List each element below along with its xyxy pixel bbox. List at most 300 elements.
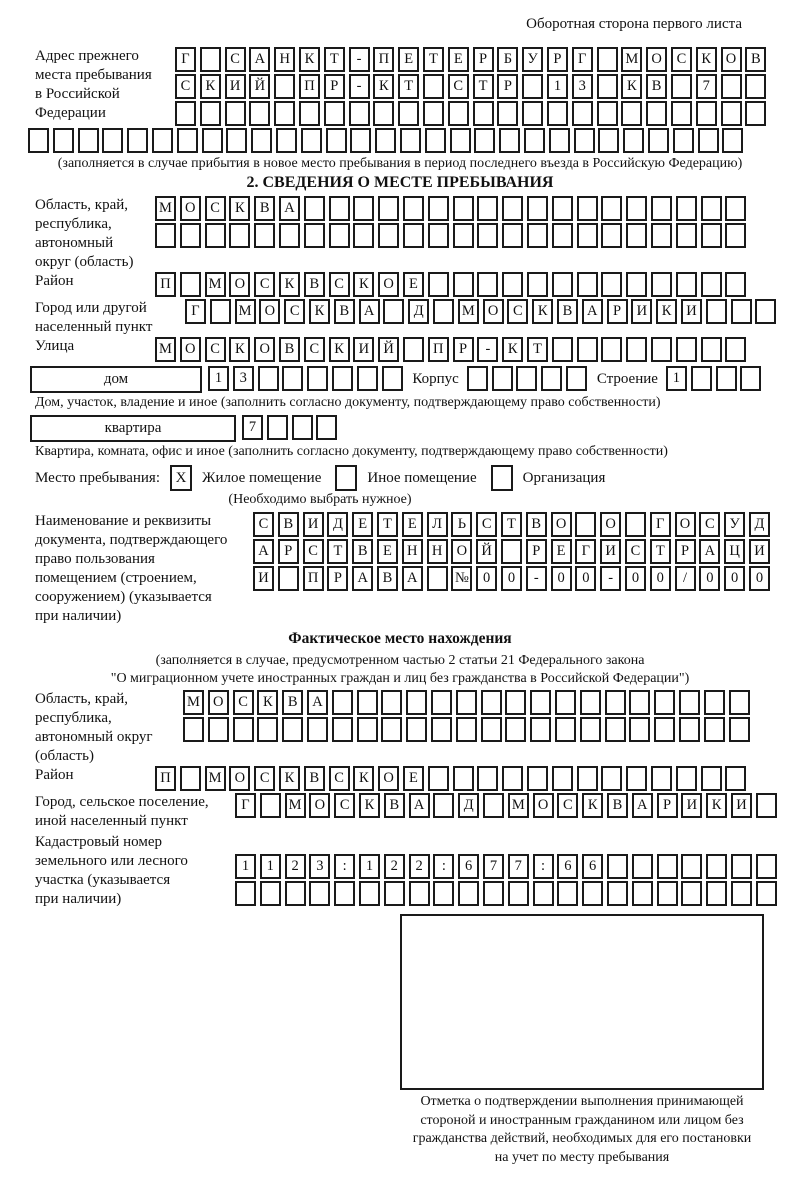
char-cell[interactable]: [481, 690, 502, 715]
char-cell[interactable]: -: [349, 74, 370, 99]
char-cell[interactable]: В: [254, 196, 275, 221]
char-cell[interactable]: Р: [675, 539, 696, 564]
char-cell[interactable]: Г: [572, 47, 593, 72]
char-cell[interactable]: В: [304, 766, 325, 791]
char-cell[interactable]: [566, 366, 587, 391]
char-cell[interactable]: 3: [233, 366, 254, 391]
char-cell[interactable]: О: [533, 793, 554, 818]
char-cell[interactable]: [453, 272, 474, 297]
char-cell[interactable]: В: [607, 793, 628, 818]
char-cell[interactable]: [725, 196, 746, 221]
char-cell[interactable]: У: [522, 47, 543, 72]
char-cell[interactable]: [127, 128, 148, 153]
char-cell[interactable]: К: [532, 299, 553, 324]
char-cell[interactable]: [423, 74, 444, 99]
char-cell[interactable]: [381, 717, 402, 742]
char-cell[interactable]: 1: [208, 366, 229, 391]
char-cell[interactable]: [433, 793, 454, 818]
char-cell[interactable]: [254, 223, 275, 248]
char-cell[interactable]: [626, 196, 647, 221]
char-cell[interactable]: У: [724, 512, 745, 537]
char-cell[interactable]: [577, 272, 598, 297]
char-cell[interactable]: [276, 128, 297, 153]
char-cell[interactable]: Р: [278, 539, 299, 564]
char-cell[interactable]: [725, 337, 746, 362]
char-cell[interactable]: [53, 128, 74, 153]
char-cell[interactable]: [574, 128, 595, 153]
char-cell[interactable]: [502, 196, 523, 221]
char-cell[interactable]: [233, 717, 254, 742]
char-cell[interactable]: [549, 128, 570, 153]
char-cell[interactable]: [679, 717, 700, 742]
char-cell[interactable]: [249, 101, 270, 126]
char-cell[interactable]: [648, 128, 669, 153]
char-cell[interactable]: [577, 223, 598, 248]
char-cell[interactable]: Т: [473, 74, 494, 99]
char-cell[interactable]: С: [476, 512, 497, 537]
char-cell[interactable]: 3: [309, 854, 330, 879]
char-cell[interactable]: [552, 337, 573, 362]
char-cell[interactable]: [483, 881, 504, 906]
char-cell[interactable]: [78, 128, 99, 153]
char-cell[interactable]: [524, 128, 545, 153]
char-cell[interactable]: Е: [402, 512, 423, 537]
char-cell[interactable]: М: [458, 299, 479, 324]
char-cell[interactable]: [745, 101, 766, 126]
char-cell[interactable]: [433, 299, 454, 324]
char-cell[interactable]: Е: [551, 539, 572, 564]
char-cell[interactable]: [448, 101, 469, 126]
char-cell[interactable]: [601, 272, 622, 297]
char-cell[interactable]: П: [155, 272, 176, 297]
char-cell[interactable]: [251, 128, 272, 153]
char-cell[interactable]: [607, 881, 628, 906]
char-cell[interactable]: Д: [327, 512, 348, 537]
char-cell[interactable]: [547, 101, 568, 126]
char-cell[interactable]: О: [309, 793, 330, 818]
char-cell[interactable]: С: [699, 512, 720, 537]
char-cell[interactable]: [309, 881, 330, 906]
char-cell[interactable]: [527, 223, 548, 248]
char-cell[interactable]: -: [526, 566, 547, 591]
char-cell[interactable]: [623, 128, 644, 153]
char-cell[interactable]: М: [205, 272, 226, 297]
char-cell[interactable]: В: [334, 299, 355, 324]
char-cell[interactable]: [706, 881, 727, 906]
char-cell[interactable]: О: [180, 196, 201, 221]
char-cell[interactable]: [597, 74, 618, 99]
char-cell[interactable]: [177, 128, 198, 153]
char-cell[interactable]: С: [284, 299, 305, 324]
char-cell[interactable]: К: [359, 793, 380, 818]
char-cell[interactable]: С: [625, 539, 646, 564]
char-cell[interactable]: [481, 717, 502, 742]
char-cell[interactable]: Т: [398, 74, 419, 99]
char-cell[interactable]: [704, 690, 725, 715]
char-cell[interactable]: 1: [359, 854, 380, 879]
char-cell[interactable]: С: [254, 766, 275, 791]
char-cell[interactable]: [696, 101, 717, 126]
char-cell[interactable]: [324, 101, 345, 126]
char-cell[interactable]: К: [656, 299, 677, 324]
char-cell[interactable]: [756, 881, 777, 906]
char-cell[interactable]: 6: [458, 854, 479, 879]
char-cell[interactable]: С: [334, 793, 355, 818]
char-cell[interactable]: А: [699, 539, 720, 564]
char-cell[interactable]: Р: [547, 47, 568, 72]
char-cell[interactable]: [467, 366, 488, 391]
char-cell[interactable]: [522, 74, 543, 99]
char-cell[interactable]: К: [279, 272, 300, 297]
char-cell[interactable]: [428, 223, 449, 248]
char-cell[interactable]: [740, 366, 761, 391]
char-cell[interactable]: М: [621, 47, 642, 72]
char-cell[interactable]: К: [200, 74, 221, 99]
char-cell[interactable]: [357, 366, 378, 391]
char-cell[interactable]: [691, 366, 712, 391]
char-cell[interactable]: Е: [377, 539, 398, 564]
char-cell[interactable]: [260, 793, 281, 818]
char-cell[interactable]: К: [299, 47, 320, 72]
organization-checkbox[interactable]: [491, 465, 513, 491]
char-cell[interactable]: С: [303, 539, 324, 564]
char-cell[interactable]: [657, 881, 678, 906]
char-cell[interactable]: А: [249, 47, 270, 72]
char-cell[interactable]: [676, 223, 697, 248]
char-cell[interactable]: [601, 223, 622, 248]
char-cell[interactable]: [629, 717, 650, 742]
char-cell[interactable]: [671, 74, 692, 99]
char-cell[interactable]: [577, 766, 598, 791]
char-cell[interactable]: Й: [378, 337, 399, 362]
char-cell[interactable]: [701, 223, 722, 248]
char-cell[interactable]: [210, 299, 231, 324]
char-cell[interactable]: [626, 223, 647, 248]
char-cell[interactable]: [530, 717, 551, 742]
char-cell[interactable]: Р: [324, 74, 345, 99]
char-cell[interactable]: Р: [526, 539, 547, 564]
char-cell[interactable]: [516, 366, 537, 391]
char-cell[interactable]: Р: [607, 299, 628, 324]
char-cell[interactable]: Й: [476, 539, 497, 564]
char-cell[interactable]: [473, 101, 494, 126]
char-cell[interactable]: С: [507, 299, 528, 324]
char-cell[interactable]: [657, 854, 678, 879]
char-cell[interactable]: М: [508, 793, 529, 818]
char-cell[interactable]: В: [352, 539, 373, 564]
char-cell[interactable]: [706, 299, 727, 324]
char-cell[interactable]: [381, 690, 402, 715]
char-cell[interactable]: С: [329, 272, 350, 297]
char-cell[interactable]: 2: [409, 854, 430, 879]
char-cell[interactable]: 2: [285, 854, 306, 879]
char-cell[interactable]: С: [329, 766, 350, 791]
char-cell[interactable]: [698, 128, 719, 153]
char-cell[interactable]: [681, 881, 702, 906]
char-cell[interactable]: [155, 223, 176, 248]
char-cell[interactable]: О: [675, 512, 696, 537]
char-cell[interactable]: [533, 881, 554, 906]
char-cell[interactable]: [756, 854, 777, 879]
char-cell[interactable]: О: [600, 512, 621, 537]
char-cell[interactable]: М: [183, 690, 204, 715]
char-cell[interactable]: [431, 717, 452, 742]
char-cell[interactable]: [334, 881, 355, 906]
char-cell[interactable]: [492, 366, 513, 391]
char-cell[interactable]: [183, 717, 204, 742]
char-cell[interactable]: К: [309, 299, 330, 324]
char-cell[interactable]: М: [285, 793, 306, 818]
char-cell[interactable]: [200, 47, 221, 72]
char-cell[interactable]: 7: [242, 415, 263, 440]
char-cell[interactable]: [580, 717, 601, 742]
char-cell[interactable]: [676, 766, 697, 791]
char-cell[interactable]: И: [681, 299, 702, 324]
char-cell[interactable]: [555, 690, 576, 715]
char-cell[interactable]: [235, 881, 256, 906]
char-cell[interactable]: К: [582, 793, 603, 818]
char-cell[interactable]: Д: [458, 793, 479, 818]
char-cell[interactable]: О: [551, 512, 572, 537]
char-cell[interactable]: О: [721, 47, 742, 72]
char-cell[interactable]: [629, 690, 650, 715]
char-cell[interactable]: [756, 793, 777, 818]
char-cell[interactable]: [552, 196, 573, 221]
char-cell[interactable]: К: [353, 766, 374, 791]
char-cell[interactable]: [704, 717, 725, 742]
char-cell[interactable]: [731, 854, 752, 879]
char-cell[interactable]: Е: [448, 47, 469, 72]
char-cell[interactable]: Ц: [724, 539, 745, 564]
char-cell[interactable]: 0: [699, 566, 720, 591]
char-cell[interactable]: И: [303, 512, 324, 537]
char-cell[interactable]: [28, 128, 49, 153]
char-cell[interactable]: С: [233, 690, 254, 715]
char-cell[interactable]: 1: [547, 74, 568, 99]
char-cell[interactable]: А: [402, 566, 423, 591]
char-cell[interactable]: Р: [657, 793, 678, 818]
char-cell[interactable]: №: [451, 566, 472, 591]
char-cell[interactable]: [502, 223, 523, 248]
char-cell[interactable]: 3: [572, 74, 593, 99]
char-cell[interactable]: Н: [274, 47, 295, 72]
char-cell[interactable]: В: [384, 793, 405, 818]
char-cell[interactable]: [332, 690, 353, 715]
char-cell[interactable]: [400, 128, 421, 153]
char-cell[interactable]: Т: [324, 47, 345, 72]
char-cell[interactable]: [205, 223, 226, 248]
char-cell[interactable]: [721, 74, 742, 99]
char-cell[interactable]: А: [307, 690, 328, 715]
char-cell[interactable]: [282, 717, 303, 742]
char-cell[interactable]: [406, 690, 427, 715]
char-cell[interactable]: [626, 337, 647, 362]
char-cell[interactable]: В: [279, 337, 300, 362]
char-cell[interactable]: [580, 690, 601, 715]
char-cell[interactable]: [477, 196, 498, 221]
char-cell[interactable]: [601, 337, 622, 362]
char-cell[interactable]: П: [299, 74, 320, 99]
char-cell[interactable]: [701, 766, 722, 791]
char-cell[interactable]: [453, 223, 474, 248]
char-cell[interactable]: С: [557, 793, 578, 818]
char-cell[interactable]: [626, 272, 647, 297]
char-cell[interactable]: Г: [575, 539, 596, 564]
char-cell[interactable]: [383, 299, 404, 324]
char-cell[interactable]: Г: [175, 47, 196, 72]
char-cell[interactable]: 7: [696, 74, 717, 99]
char-cell[interactable]: 0: [625, 566, 646, 591]
char-cell[interactable]: Е: [352, 512, 373, 537]
char-cell[interactable]: [359, 881, 380, 906]
char-cell[interactable]: [725, 272, 746, 297]
char-cell[interactable]: 7: [508, 854, 529, 879]
char-cell[interactable]: -: [349, 47, 370, 72]
char-cell[interactable]: И: [600, 539, 621, 564]
char-cell[interactable]: О: [451, 539, 472, 564]
char-cell[interactable]: С: [254, 272, 275, 297]
char-cell[interactable]: А: [253, 539, 274, 564]
char-cell[interactable]: [477, 766, 498, 791]
char-cell[interactable]: О: [646, 47, 667, 72]
char-cell[interactable]: [102, 128, 123, 153]
char-cell[interactable]: [552, 766, 573, 791]
char-cell[interactable]: [701, 196, 722, 221]
char-cell[interactable]: [202, 128, 223, 153]
char-cell[interactable]: П: [155, 766, 176, 791]
char-cell[interactable]: [349, 101, 370, 126]
char-cell[interactable]: А: [359, 299, 380, 324]
char-cell[interactable]: Г: [650, 512, 671, 537]
char-cell[interactable]: [353, 223, 374, 248]
char-cell[interactable]: К: [257, 690, 278, 715]
char-cell[interactable]: [621, 101, 642, 126]
char-cell[interactable]: [731, 299, 752, 324]
char-cell[interactable]: Т: [527, 337, 548, 362]
char-cell[interactable]: [274, 101, 295, 126]
char-cell[interactable]: К: [696, 47, 717, 72]
char-cell[interactable]: [673, 128, 694, 153]
char-cell[interactable]: [152, 128, 173, 153]
residential-checkbox[interactable]: X: [170, 465, 192, 491]
char-cell[interactable]: [651, 223, 672, 248]
char-cell[interactable]: [701, 337, 722, 362]
char-cell[interactable]: И: [681, 793, 702, 818]
char-cell[interactable]: [625, 512, 646, 537]
char-cell[interactable]: М: [155, 337, 176, 362]
char-cell[interactable]: :: [433, 854, 454, 879]
char-cell[interactable]: [403, 196, 424, 221]
char-cell[interactable]: Т: [650, 539, 671, 564]
char-cell[interactable]: [373, 101, 394, 126]
char-cell[interactable]: [285, 881, 306, 906]
other-premises-checkbox[interactable]: [335, 465, 357, 491]
char-cell[interactable]: [745, 74, 766, 99]
char-cell[interactable]: [605, 717, 626, 742]
char-cell[interactable]: Т: [501, 512, 522, 537]
char-cell[interactable]: Е: [403, 766, 424, 791]
char-cell[interactable]: [632, 854, 653, 879]
char-cell[interactable]: [716, 366, 737, 391]
char-cell[interactable]: [382, 366, 403, 391]
char-cell[interactable]: [332, 717, 353, 742]
char-cell[interactable]: [257, 717, 278, 742]
char-cell[interactable]: [651, 196, 672, 221]
char-cell[interactable]: [598, 128, 619, 153]
char-cell[interactable]: [679, 690, 700, 715]
char-cell[interactable]: [458, 881, 479, 906]
char-cell[interactable]: [301, 128, 322, 153]
char-cell[interactable]: [577, 337, 598, 362]
char-cell[interactable]: Ь: [451, 512, 472, 537]
char-cell[interactable]: [378, 223, 399, 248]
char-cell[interactable]: 0: [501, 566, 522, 591]
char-cell[interactable]: [505, 717, 526, 742]
char-cell[interactable]: К: [502, 337, 523, 362]
char-cell[interactable]: О: [259, 299, 280, 324]
char-cell[interactable]: [755, 299, 776, 324]
char-cell[interactable]: [406, 717, 427, 742]
char-cell[interactable]: [456, 690, 477, 715]
char-cell[interactable]: [651, 337, 672, 362]
char-cell[interactable]: О: [483, 299, 504, 324]
char-cell[interactable]: [403, 223, 424, 248]
char-cell[interactable]: Д: [408, 299, 429, 324]
char-cell[interactable]: -: [600, 566, 621, 591]
char-cell[interactable]: [428, 196, 449, 221]
char-cell[interactable]: [350, 128, 371, 153]
char-cell[interactable]: [226, 128, 247, 153]
char-cell[interactable]: [477, 223, 498, 248]
char-cell[interactable]: [329, 223, 350, 248]
char-cell[interactable]: [431, 690, 452, 715]
char-cell[interactable]: [552, 272, 573, 297]
char-cell[interactable]: [353, 196, 374, 221]
char-cell[interactable]: Т: [327, 539, 348, 564]
char-cell[interactable]: [433, 881, 454, 906]
char-cell[interactable]: [676, 337, 697, 362]
char-cell[interactable]: [651, 272, 672, 297]
char-cell[interactable]: В: [526, 512, 547, 537]
char-cell[interactable]: И: [731, 793, 752, 818]
char-cell[interactable]: [654, 717, 675, 742]
char-cell[interactable]: О: [378, 766, 399, 791]
char-cell[interactable]: [316, 415, 337, 440]
char-cell[interactable]: [307, 717, 328, 742]
char-cell[interactable]: [701, 272, 722, 297]
char-cell[interactable]: О: [180, 337, 201, 362]
char-cell[interactable]: 0: [575, 566, 596, 591]
char-cell[interactable]: О: [229, 766, 250, 791]
char-cell[interactable]: [654, 690, 675, 715]
char-cell[interactable]: К: [229, 337, 250, 362]
char-cell[interactable]: 1: [235, 854, 256, 879]
char-cell[interactable]: [180, 272, 201, 297]
char-cell[interactable]: [450, 128, 471, 153]
char-cell[interactable]: А: [409, 793, 430, 818]
char-cell[interactable]: [326, 128, 347, 153]
char-cell[interactable]: Н: [427, 539, 448, 564]
char-cell[interactable]: А: [632, 793, 653, 818]
char-cell[interactable]: О: [254, 337, 275, 362]
char-cell[interactable]: В: [304, 272, 325, 297]
char-cell[interactable]: А: [279, 196, 300, 221]
char-cell[interactable]: [258, 366, 279, 391]
char-cell[interactable]: 1: [260, 854, 281, 879]
char-cell[interactable]: [428, 272, 449, 297]
char-cell[interactable]: [453, 196, 474, 221]
char-cell[interactable]: [384, 881, 405, 906]
